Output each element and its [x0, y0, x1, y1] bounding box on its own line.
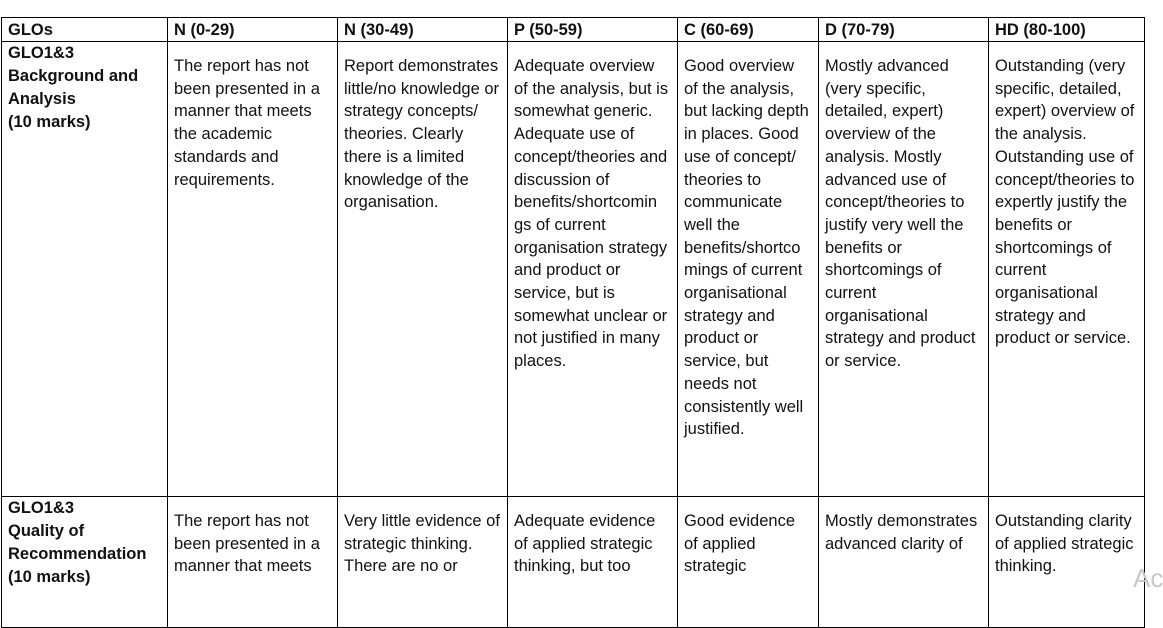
- criterion-cell: [508, 42, 678, 497]
- glo-title: Background and: [8, 67, 139, 85]
- header-c-60-69: C (60-69): [678, 18, 819, 42]
- glo-title: Analysis: [8, 90, 76, 108]
- criterion-cell: [678, 42, 819, 497]
- criterion-cell: [989, 42, 1145, 497]
- criterion-text: Very little evidence of strategic thinking. There are no or: [344, 512, 500, 576]
- header-row: [2, 18, 1145, 42]
- criterion-text: Good evidence of applied strategic: [684, 512, 795, 576]
- criterion-text: Outstanding clarity of applied strategic thinking.: [995, 512, 1134, 576]
- glo-title: Recommendation: [8, 545, 147, 563]
- header-p-50-59: P (50-59): [508, 18, 678, 42]
- criterion-cell: [678, 497, 819, 628]
- criterion-text: Good overview of the analysis, but lacking depth in places. Good use of concept/ theories to communicate well the benefits/shortco mings of current organisational strategy and product or service, but needs not consistently well justified.: [684, 57, 809, 439]
- criterion-cell: [989, 497, 1145, 628]
- criterion-text: The report has not been presented in a manner that meets: [174, 512, 320, 576]
- glo-marks: (10 marks): [8, 568, 91, 586]
- glo-marks: (10 marks): [8, 113, 91, 131]
- header-d-70-79: D (70-79): [819, 18, 989, 42]
- criterion-cell: [168, 497, 338, 628]
- header-n-30-49: N (30-49): [338, 18, 508, 42]
- criterion-cell: [819, 42, 989, 497]
- criterion-cell: [168, 42, 338, 497]
- header-hd-80-100: HD (80-100): [989, 18, 1145, 42]
- criterion-cell: [508, 497, 678, 628]
- table-row: [2, 42, 1145, 497]
- table-row: [2, 497, 1145, 628]
- criterion-text: The report has not been presented in a manner that meets the academic standards and requirements.: [174, 57, 320, 189]
- criterion-text: Mostly demonstrates advanced clarity of: [825, 512, 978, 553]
- criterion-text: Outstanding (very specific, detailed, expert) overview of the analysis. Outstanding use of concept/theories to expertly justify the benefits or shortcomings of current organisational strategy and product or service.: [995, 57, 1135, 348]
- criterion-cell: [819, 497, 989, 628]
- glo-cell: [2, 42, 168, 497]
- glo-title: Quality of: [8, 522, 85, 540]
- criterion-cell: [338, 42, 508, 497]
- criterion-text: Adequate evidence of applied strategic thinking, but too: [514, 512, 656, 576]
- glo-code: GLO1&3: [8, 499, 75, 517]
- marking-rubric-table: [1, 17, 1145, 628]
- header-n-0-29: N (0-29): [168, 18, 338, 42]
- glo-code: GLO1&3: [8, 44, 75, 62]
- criterion-text: Report demonstrates little/no knowledge or strategy concepts/ theories. Clearly there is a limited knowledge of the organisation.: [344, 57, 500, 212]
- criterion-cell: [338, 497, 508, 628]
- criterion-text: Mostly advanced (very specific, detailed, expert) overview of the analysis. Mostly advanced use of concept/theories to justify very well the benefits or shortcomings of current organisational strategy and product or service.: [825, 57, 976, 371]
- glo-cell: [2, 497, 168, 628]
- activation-watermark: Ac: [1133, 563, 1163, 593]
- header-glos: GLOs: [2, 18, 168, 42]
- criterion-text: Adequate overview of the analysis, but is somewhat generic. Adequate use of concept/theories and discussion of benefits/shortcomin gs of current organisation strategy and product or service, but is somewhat unclear or not justified in many places.: [514, 57, 669, 371]
